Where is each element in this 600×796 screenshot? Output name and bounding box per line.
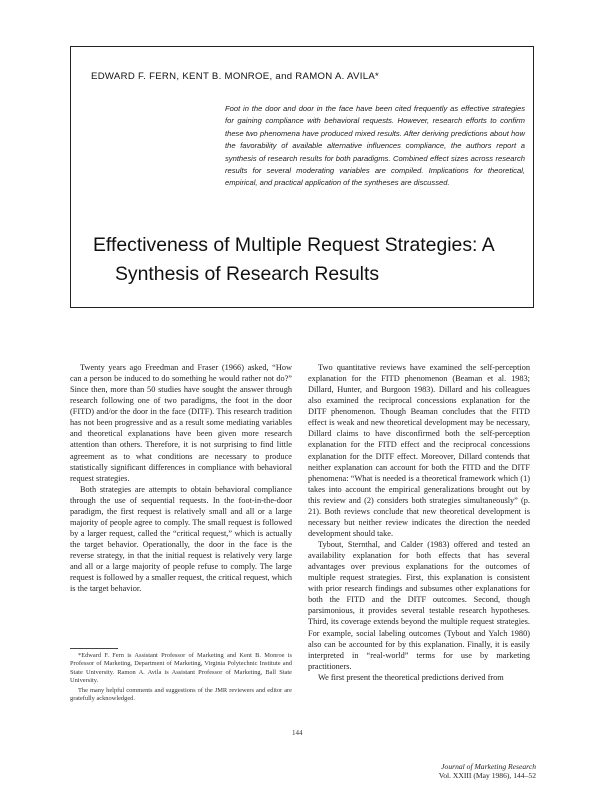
paragraph: We first present the theoretical predictions derived from [318,672,504,682]
author-affiliation-footnote: *Edward F. Fern is Assistant Professor of Marketing and Kent B. Monroe is Professor of Marketing, Department of Marketing, Virginia Polytechnic Institute and State University. Ramon A. Avila is Assistant Professor of Marketing, Ball State University. [70,652,292,684]
journal-citation [424,762,536,781]
abstract: Foot in the door and door in the face have been cited frequently as effective strategies for gaining compliance with behavioral requests. However, research efforts to confirm these two phenomena have produced mixed results. After deriving predictions about how the favorability of available alternative influences compliance, the authors report a synthesis of research results for both paradigms. Combined effect sizes across research results for several moderating variables are compiled. Implications for theoretical, empirical, and practical application of the syntheses are discussed. [225,104,525,188]
paragraph: Twenty years ago Freedman and Fraser (1966) asked, “How can a person be induced to do something he would rather not do?” Since then, more than 50 studies have sought the answer through research following one of two paradigms, the foot in the door (FITD) and/or the door in the face (DITF). This research tradition has not been progressive and as a result some mediating variables and theoretical explanations have been given more research attention than others. Therefore, it is not surprising to find little agreement as to what conditions are necessary to produce statistically significant differences in compliance with behavioral request strategies. [70,363,292,483]
footnotes [70,652,292,706]
article-title [93,231,533,289]
right-column [308,362,530,683]
left-column [70,362,292,594]
paragraph: Two quantitative reviews have examined the self-perception explanation for the FITD phenomenon (Beaman et al. 1983; Dillard, Hunter, and Burgoon 1983). Dillard and his colleagues also examined the reciprocal concessions explanation for the DITF phenomenon. Though Beaman concludes that the FITD effect is weak and new theoretical development may be necessary, Dillard claims to have disconfirmed both the self-perception explanation for the FITD effect and the reciprocal concessions explanation for the DITF effect. Moreover, Dillard contends that neither explanation can account for both the FITD and the DITF phenomena: “What is needed is a theoretical framework which (1) takes into account the empirical generalizations brought out by this review and (2) considers both strategies simultaneously” (p. 21). Both reviews conclude that new theoretical development is necessary but neither review indicates the direction the needed development should take. [308,363,530,538]
title-line-1: Effectiveness of Multiple Request Strategies: A [93,234,495,256]
acknowledgment-footnote: The many helpful comments and suggestions of the JMR reviewers and editor are gratefully acknowledged. [70,687,292,703]
journal-volume: Vol. XXIII (May 1986), 144–52 [438,771,536,781]
paragraph: Tybout, Sternthal, and Calder (1983) offered and tested an availability explanation for both effects that has several advantages over previous explanations for the outcomes of multiple request strategies. First, this explanation is consistent with prior research findings and subsumes other explanations for both the FITD and the DITF outcomes. Second, though parsimonious, it provides several testable research hypotheses. Third, its coverage extends beyond the multiple request strategies. For example, social labeling outcomes (Tybout and Yalch 1980) also can be accounted for by this explanation. Finally, it is easily interpreted in “real-world” terms for use by marketing practitioners. [308,540,530,671]
footnote-divider [70,648,118,649]
author-line: EDWARD F. FERN, KENT B. MONROE, and RAMON A. AVILA* [91,71,380,82]
journal-name: Journal of Marketing Research [441,762,536,771]
paragraph: Both strategies are attempts to obtain behavioral compliance through the use of sequential requests. In the foot-in-the-door paradigm, the first request is relatively small and all or a large majority of people agree to comply. The small request is followed by a larger request, called the “critical request,” which is actually the target behavior. Operationally, the door in the face is the reverse strategy, in that the initial request is relatively very large and all or a large majority of people refuse to comply. The large request is followed by a smaller request, the critical request, which is the target behavior. [70,484,292,594]
title-box [70,46,534,308]
title-line-2: Synthesis of Research Results [115,263,380,285]
page-number: 144 [292,729,303,737]
